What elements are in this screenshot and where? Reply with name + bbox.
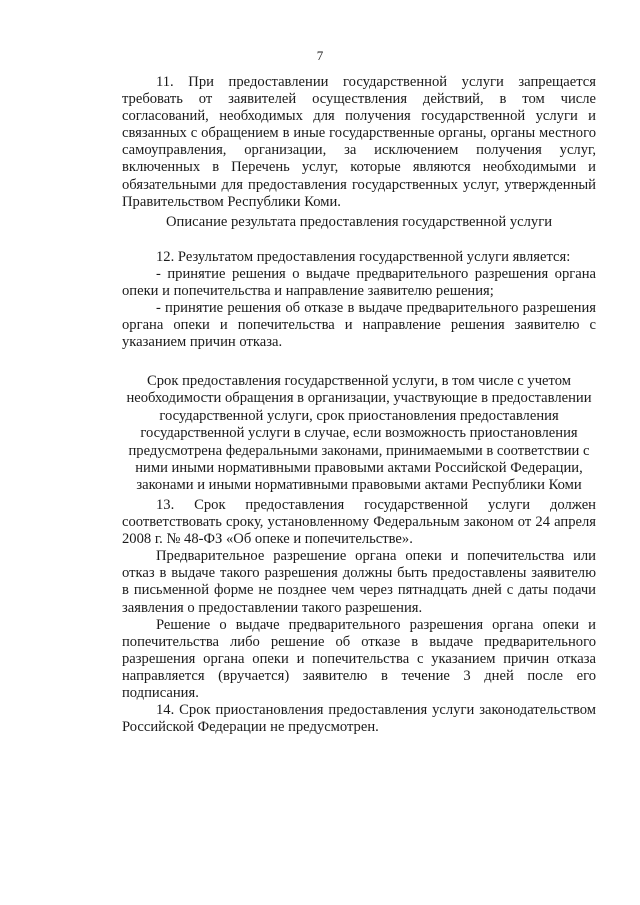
paragraph-12 <box>122 249 596 352</box>
paragraph-12-item-1: - принятие решения о выдаче предварительного разрешения органа опеки и попечительства и направление заявителю решения; <box>122 266 596 300</box>
paragraph-13-text: 13. Срок предоставления государственной услуги должен соответствовать сроку, установленному Федеральным законом от 24 апреля 2008 г. № 48-ФЗ «Об опеке и попечительстве». <box>122 497 596 548</box>
paragraph-13 <box>122 497 596 736</box>
paragraph-13-c-text: Решение о выдаче предварительного разрешения органа опеки и попечительства либо решение об отказе в выдаче предварительного разрешения органа опеки и попечительства с указанием причин отказа направляется (вручается) заявителю в течение 3 дней после его подписания. <box>122 616 596 702</box>
heading-service-term: Срок предоставления государственной услуги, в том числе с учетом необходимости обращения в организации, участвующие в предоставлении государственной услуги, срок приостановления предоставления государственной услуги в случае, если возможность приостановления предусмотрена федеральными законами, принимаемыми в соответствии с ними иными нормативными правовыми актами Российской Федерации, законами и иными нормативными правовыми актами Республики Коми <box>126 373 592 494</box>
paragraph-11-text: 11. При предоставлении государственной услуги запрещается требовать от заявителей осуществления действий, в том числе согласований, необходимых для получения государственной услуги и связанных с обращением в иные государственные органы, органы местного самоуправления, организации, за исключением получения услуг, включенных в Перечень услуг, которые являются необходимыми и обязательными для предоставления государственных услуг, утвержденный Правительством Республики Коми. <box>122 74 596 210</box>
paragraph-12-intro: 12. Результатом предоставления государственной услуги является: <box>156 249 571 265</box>
page-number: 7 <box>316 48 324 63</box>
paragraph-12-item-2: - принятие решения об отказе в выдаче предварительного разрешения органа опеки и попечительства и направление решения заявителю с указанием причин отказа. <box>122 300 596 351</box>
paragraph-11 <box>122 74 596 211</box>
paragraph-14-text: 14. Срок приостановления предоставления услуги законодательством Российской Федерации не предусмотрен. <box>122 702 596 736</box>
heading-result-description: Описание результата предоставления государственной услуги <box>165 214 553 230</box>
paragraph-13-b-text: Предварительное разрешение органа опеки и попечительства или отказ в выдаче такого разрешения должны быть предоставлены заявителю в письменной форме не позднее чем через пятнадцать дней с даты подачи заявления о предоставлении такого разрешения. <box>122 548 596 616</box>
